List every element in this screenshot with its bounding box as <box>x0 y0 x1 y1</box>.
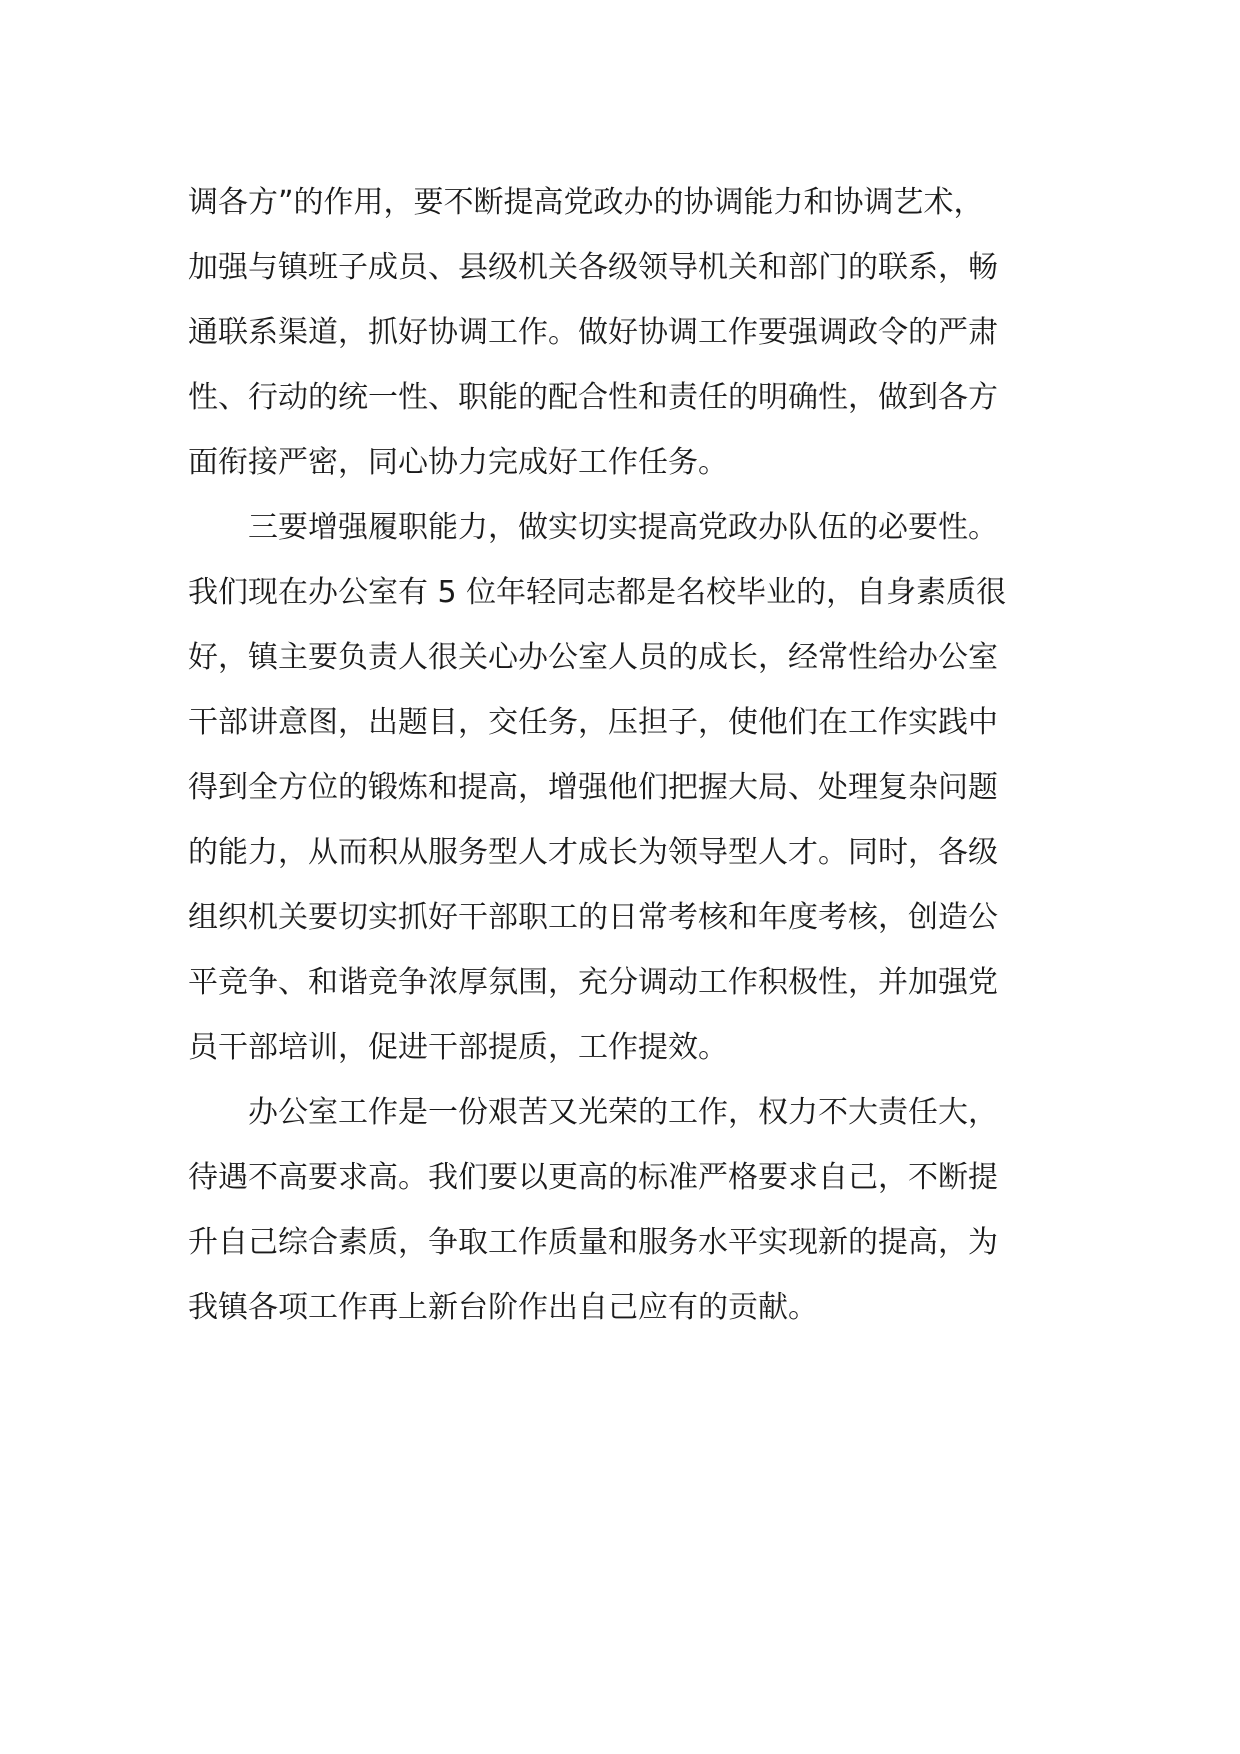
text-line: 的能力，从而积从服务型人才成长为领导型人才。同时，各级 <box>188 835 998 870</box>
text-line: 办公室工作是一份艰苦又光荣的工作，权力不大责任大， <box>248 1095 998 1130</box>
text-line: 通联系渠道，抓好协调工作。做好协调工作要强调政令的严肃 <box>188 315 998 350</box>
document-body <box>188 170 1058 1340</box>
text-line: 性、行动的统一性、职能的配合性和责任的明确性，做到各方 <box>188 380 998 415</box>
text-line: 加强与镇班子成员、县级机关各级领导机关和部门的联系，畅 <box>188 250 998 285</box>
text-line: 待遇不高要求高。我们要以更高的标准严格要求自己，不断提 <box>188 1160 998 1195</box>
text-line: 我镇各项工作再上新台阶作出自己应有的贡献。 <box>188 1290 818 1325</box>
text-line: 面衔接严密，同心协力完成好工作任务。 <box>188 445 728 480</box>
text-line: 调各方”的作用，要不断提高党政办的协调能力和协调艺术， <box>188 185 984 220</box>
text-line: 干部讲意图，出题目，交任务，压担子，使他们在工作实践中 <box>188 705 998 740</box>
text-line: 升自己综合素质，争取工作质量和服务水平实现新的提高，为 <box>188 1225 998 1260</box>
text-line: 员干部培训，促进干部提质，工作提效。 <box>188 1030 728 1065</box>
paragraph-3 <box>188 1080 1058 1340</box>
text-line: 好，镇主要负责人很关心办公室人员的成长，经常性给办公室 <box>188 640 998 675</box>
text-line: 我们现在办公室有 5 位年轻同志都是名校毕业的，自身素质很 <box>188 575 1007 610</box>
text-line: 三要增强履职能力，做实切实提高党政办队伍的必要性。 <box>248 510 998 545</box>
paragraph-1 <box>188 170 1058 495</box>
text-line: 组织机关要切实抓好干部职工的日常考核和年度考核，创造公 <box>188 900 998 935</box>
paragraph-2 <box>188 495 1058 1080</box>
text-line: 平竞争、和谐竞争浓厚氛围，充分调动工作积极性，并加强党 <box>188 965 998 1000</box>
text-line: 得到全方位的锻炼和提高，增强他们把握大局、处理复杂问题 <box>188 770 998 805</box>
